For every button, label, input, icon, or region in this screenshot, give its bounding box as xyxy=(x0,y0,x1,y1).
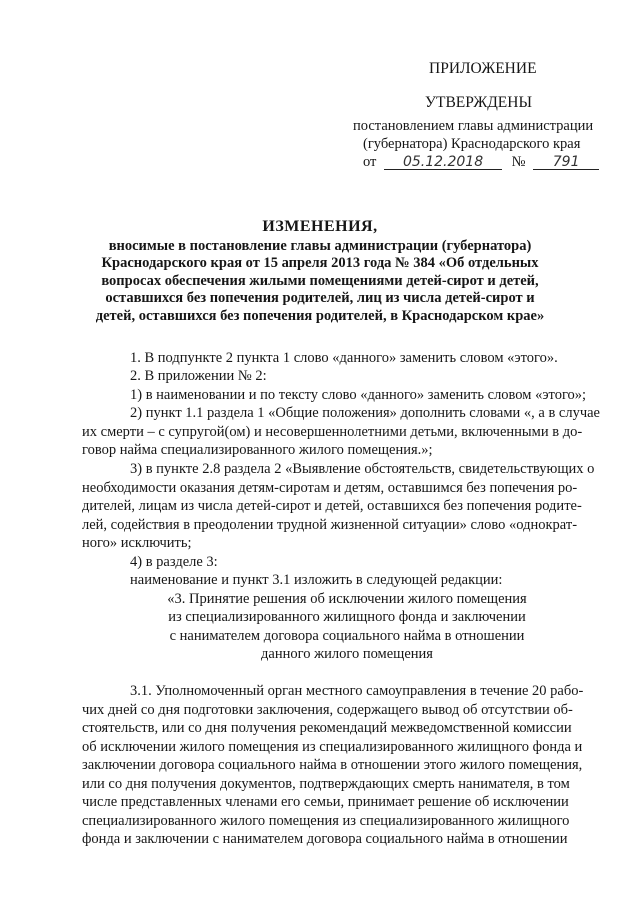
text-line: лей, содействия в преодолении трудной жизненной ситуации» слово «однократ- xyxy=(82,517,578,533)
handwritten-number: 791 xyxy=(533,155,599,170)
text-line: их смерти – с супругой(ом) и несовершеннолетними детьми, включенными в до- xyxy=(82,424,583,440)
text-line: фонда и заключении с нанимателем договора социального найма в отношении xyxy=(82,831,568,847)
appendix-label: ПРИЛОЖЕНИЕ xyxy=(429,60,537,77)
date-number-line xyxy=(363,154,599,171)
text-line: 2. В приложении № 2: xyxy=(130,368,267,384)
text-line: 1. В подпункте 2 пункта 1 слово «данного» заменить словом «этого». xyxy=(130,350,558,366)
from-label: от xyxy=(363,154,377,170)
text-line: чих дней со дня подготовки заключения, содержащего вывод об отсутствии об- xyxy=(82,702,573,718)
approval-line-1: постановлением главы администрации xyxy=(353,118,594,134)
title-line: оставшихся без попечения родителей, лиц из числа детей-сирот и xyxy=(105,290,535,307)
text-line: числе представленных членами его семьи, принимает решение об исключении xyxy=(82,794,569,810)
section-heading-line: из специализированного жилищного фонда и заключении xyxy=(168,609,526,625)
text-line: 2) пункт 1.1 раздела 1 «Общие положения» дополнить словами «, а в случае xyxy=(130,405,600,421)
section-heading-line: «3. Принятие решения об исключении жилого помещения xyxy=(167,591,527,607)
text-line: специализированного жилого помещения из специализированного жилищного xyxy=(82,813,570,829)
approval-line-2: (губернатора) Краснодарского края xyxy=(363,136,581,152)
handwritten-date: 05.12.2018 xyxy=(384,155,502,170)
text-line: об исключении жилого помещения из специализированного жилищного фонда и xyxy=(82,739,583,755)
title-line: вопросах обеспечения жилыми помещениями детей-сирот и детей, xyxy=(101,272,539,289)
section-heading-line: с нанимателем договора социального найма в отношении xyxy=(169,628,525,644)
section-heading-line: данного жилого помещения xyxy=(261,646,433,662)
text-line: стоятельств, или со дня получения рекомендаций межведомственной комиссии xyxy=(82,720,572,736)
text-line: или со дня получения документов, подтверждающих смерть нанимателя, в том xyxy=(82,776,570,792)
title-line: вносимые в постановление главы администрации (губернатора) xyxy=(108,237,532,254)
text-line: говор найма специализированного жилого помещения.»; xyxy=(82,442,433,458)
text-line: дителей, лицам из числа детей-сирот и детей, оставшихся без попечения родите- xyxy=(82,498,582,514)
text-line: ного» исключить; xyxy=(82,535,192,551)
text-line: необходимости оказания детям-сиротам и детям, оставшимся без попечения ро- xyxy=(82,480,578,496)
text-line: 4) в разделе 3: xyxy=(130,554,218,570)
changes-title xyxy=(40,218,600,326)
title-line: детей, оставшихся без попечения родителей, в Краснодарском крае» xyxy=(95,307,545,324)
text-line: заключении договора социального найма в отношении этого жилого помещения, xyxy=(82,757,583,773)
number-label: № xyxy=(511,154,526,170)
approved-label: УТВЕРЖДЕНЫ xyxy=(425,94,532,111)
text-line: 3.1. Уполномоченный орган местного самоуправления в течение 20 рабо- xyxy=(130,683,584,699)
title-line: Краснодарского края от 15 апреля 2013 года № 384 «Об отдельных xyxy=(101,255,539,272)
text-line: 1) в наименовании и по тексту слово «данного» заменить словом «этого»; xyxy=(130,387,587,403)
title-heading: ИЗМЕНЕНИЯ, xyxy=(262,218,378,235)
text-line: 3) в пункте 2.8 раздела 2 «Выявление обстоятельств, свидетельствующих о xyxy=(130,461,595,477)
text-line: наименование и пункт 3.1 изложить в следующей редакции: xyxy=(130,572,503,588)
